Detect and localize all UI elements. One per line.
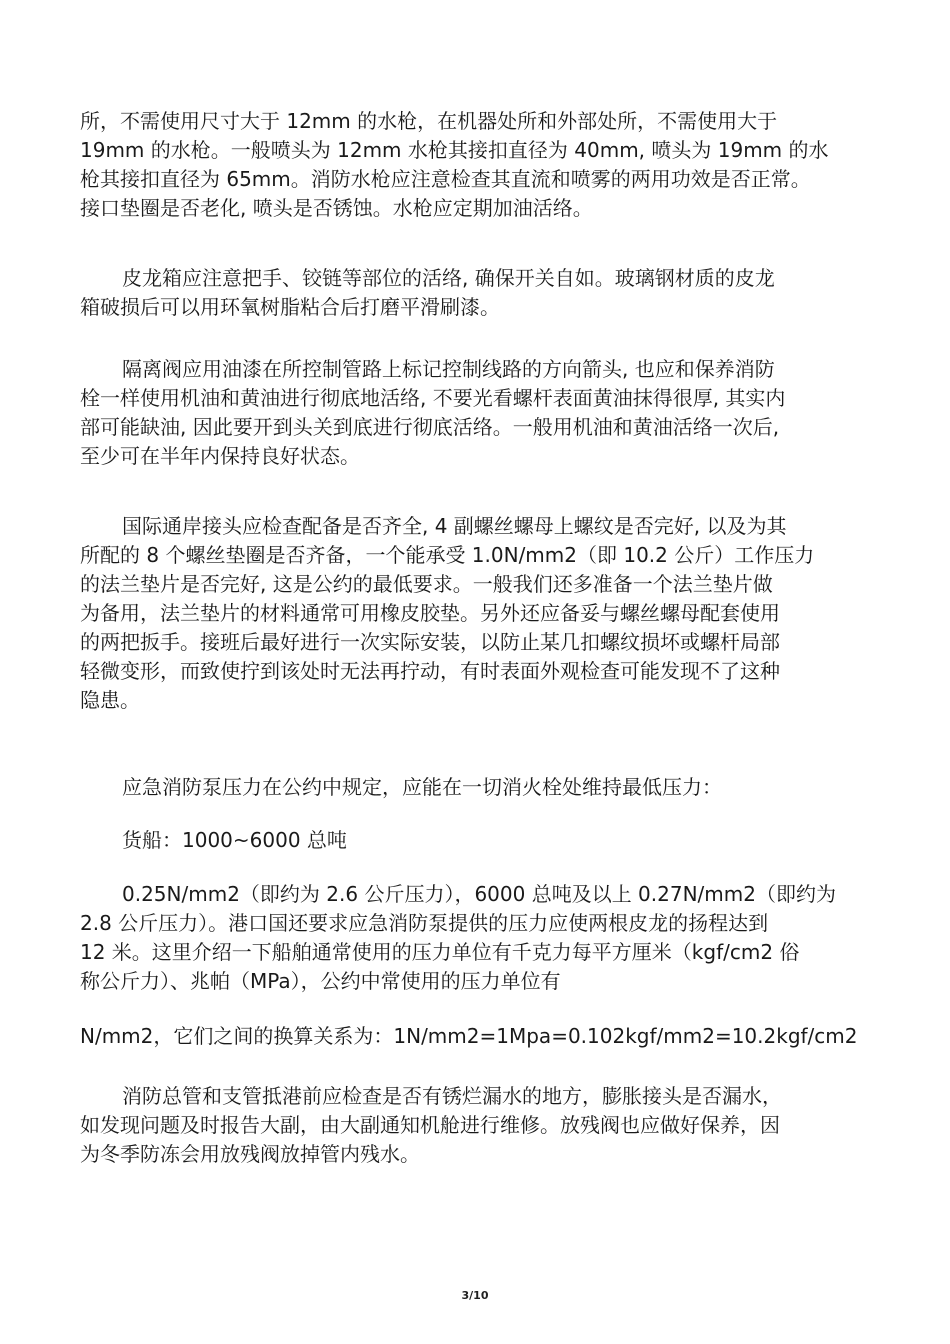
paragraph-shore-connection xyxy=(80,512,870,715)
text-line: 应急消防泵压力在公约中规定，应能在一切消火栓处维持最低压力： xyxy=(122,775,722,799)
text-line: 至少可在半年内保持良好状态。 xyxy=(80,444,360,468)
paragraph-water-nozzle xyxy=(80,107,870,223)
page-number: 3/10 xyxy=(461,1289,489,1302)
paragraph-cargo-ship xyxy=(80,826,870,855)
text-line: 的两把扳手。接班后最好进行一次实际安装，以防止某几扣螺纹损坏或螺杆局部 xyxy=(80,630,780,654)
text-line: N/mm2，它们之间的换算关系为：1N/mm2=1Mpa=0.102kgf/mm2=10.2kgf/cm2 xyxy=(80,1024,858,1048)
text-line: 隔离阀应用油漆在所控制管路上标记控制线路的方向箭头, 也应和保养消防 xyxy=(122,357,775,381)
text-line: 隐患。 xyxy=(80,688,140,712)
text-line: 如发现问题及时报告大副，由大副通知机舱进行维修。放残阀也应做好保养，因 xyxy=(80,1113,780,1137)
text-line: 的法兰垫片是否完好, 这是公约的最低要求。一般我们还多准备一个法兰垫片做 xyxy=(80,572,773,596)
text-line: 接口垫圈是否老化, 喷头是否锈蚀。水枪应定期加油活络。 xyxy=(80,196,593,220)
paragraph-unit-conversion xyxy=(80,1022,870,1051)
text-line: 所配的 8 个螺丝垫圈是否齐备，一个能承受 1.0N/mm2（即 10.2 公斤）工作压力 xyxy=(80,543,815,567)
text-line: 为冬季防冻会用放残阀放掉管内残水。 xyxy=(80,1142,420,1166)
text-line: 12 米。这里介绍一下船舶通常使用的压力单位有千克力每平方厘米（kgf/cm2 俗 xyxy=(80,940,800,964)
text-line: 0.25N/mm2（即约为 2.6 公斤压力），6000 总吨及以上 0.27N/mm2（即约为 xyxy=(122,882,836,906)
paragraph-emergency-pump xyxy=(80,773,870,802)
text-line: 为备用，法兰垫片的材料通常可用橡皮胶垫。另外还应备妥与螺丝螺母配套使用 xyxy=(80,601,780,625)
paragraph-fire-main xyxy=(80,1082,870,1169)
text-line: 所，不需使用尺寸大于 12mm 的水枪，在机器处所和外部处所，不需使用大于 xyxy=(80,109,778,133)
paragraph-pressure-values xyxy=(80,880,870,996)
text-line: 2.8 公斤压力）。港口国还要求应急消防泵提供的压力应使两根皮龙的扬程达到 xyxy=(80,911,769,935)
text-line: 消防总管和支管抵港前应检查是否有锈烂漏水的地方，膨胀接头是否漏水， xyxy=(122,1084,782,1108)
paragraph-isolation-valve xyxy=(80,355,870,471)
text-line: 称公斤力）、兆帕（MPa），公约中常使用的压力单位有 xyxy=(80,969,561,993)
text-line: 皮龙箱应注意把手、铰链等部位的活络, 确保开关自如。玻璃钢材质的皮龙 xyxy=(122,266,775,290)
text-line: 部可能缺油, 因此要开到头关到底进行彻底活络。一般用机油和黄油活络一次后, xyxy=(80,415,780,439)
text-line: 枪其接扣直径为 65mm。消防水枪应注意检查其直流和喷雾的两用功效是否正常。 xyxy=(80,167,811,191)
text-line: 轻微变形，而致使拧到该处时无法再拧动，有时表面外观检查可能发现不了这种 xyxy=(80,659,780,683)
text-line: 国际通岸接头应检查配备是否齐全, 4 副螺丝螺母上螺纹是否完好, 以及为其 xyxy=(122,514,787,538)
text-line: 箱破损后可以用环氧树脂粘合后打磨平滑刷漆。 xyxy=(80,295,500,319)
text-line: 栓一样使用机油和黄油进行彻底地活络, 不要光看螺杆表面黄油抹得很厚, 其实内 xyxy=(80,386,786,410)
text-line: 19mm 的水枪。一般喷头为 12mm 水枪其接扣直径为 40mm, 喷头为 19mm 的水 xyxy=(80,138,829,162)
paragraph-hose-box xyxy=(80,264,870,322)
text-line: 货船：1000~6000 总吨 xyxy=(122,828,347,852)
